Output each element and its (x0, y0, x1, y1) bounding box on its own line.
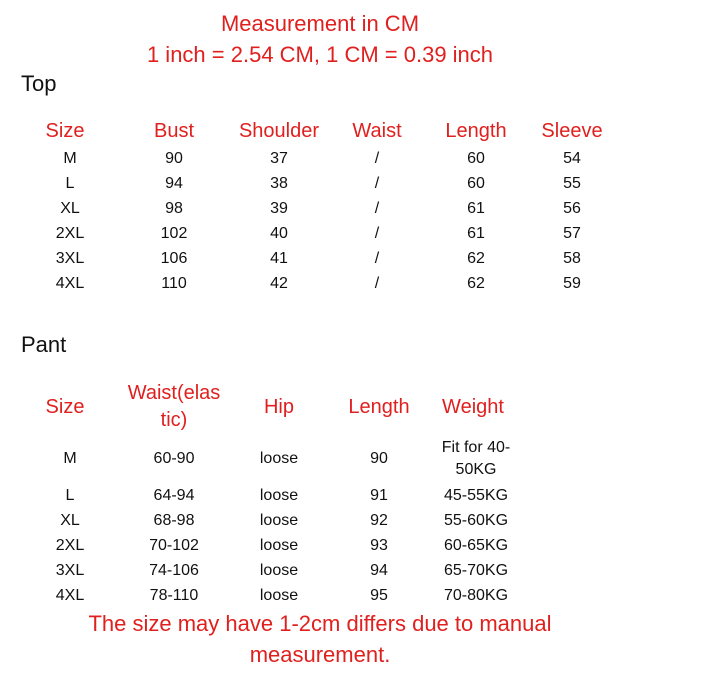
pant-header-hip: Hip (263, 396, 295, 418)
hip-cell: loose (259, 512, 299, 529)
bust-cell: 90 (165, 150, 183, 167)
waist-cell: 74-106 (149, 562, 199, 579)
top-header-length: Length (445, 120, 507, 142)
sleeve-cell: 58 (563, 250, 581, 267)
waist-cell: 78-110 (149, 587, 199, 604)
top-header-bust: Bust (153, 120, 195, 142)
length-cell: 93 (370, 537, 388, 554)
weight-cell-line1: Fit for 40- (441, 439, 511, 456)
shoulder-cell: 39 (270, 200, 288, 217)
hip-cell: loose (259, 537, 299, 554)
pant-header-waist-line2: tic) (160, 409, 188, 431)
sleeve-cell: 56 (563, 200, 581, 217)
sleeve-cell: 59 (563, 275, 581, 292)
top-header-waist: Waist (352, 120, 402, 142)
length-cell: 62 (467, 250, 485, 267)
table-row (0, 508, 705, 533)
table-row (0, 583, 705, 608)
footer-note-line-2: measurement. (249, 642, 391, 667)
title-line-1: Measurement in CM (220, 11, 420, 36)
size-cell: 4XL (55, 275, 85, 292)
waist-cell: / (374, 275, 380, 292)
length-cell: 60 (467, 175, 485, 192)
shoulder-cell: 41 (270, 250, 288, 267)
top-header-size: Size (45, 120, 85, 142)
weight-cell: 45-55KG (443, 487, 509, 504)
table-row (0, 533, 705, 558)
hip-cell: loose (259, 450, 299, 467)
table-row (0, 558, 705, 583)
bust-cell: 98 (165, 200, 183, 217)
bust-cell: 94 (165, 175, 183, 192)
size-cell: M (63, 150, 77, 167)
length-cell: 94 (370, 562, 388, 579)
size-cell: 3XL (55, 250, 85, 267)
top-header-sleeve: Sleeve (541, 120, 603, 142)
pant-header-length: Length (348, 396, 410, 418)
size-cell: L (65, 487, 75, 504)
size-cell: L (65, 175, 75, 192)
table-row (0, 246, 705, 271)
size-cell: 2XL (55, 537, 85, 554)
bust-cell: 102 (160, 225, 188, 242)
hip-cell: loose (259, 587, 299, 604)
pant-header-size: Size (45, 396, 85, 418)
size-cell: XL (60, 200, 80, 217)
table-row (0, 221, 705, 246)
waist-cell: / (374, 225, 380, 242)
table-row (0, 196, 705, 221)
length-cell: 92 (370, 512, 388, 529)
weight-cell: 70-80KG (443, 587, 509, 604)
pant-header-weight: Weight (442, 396, 504, 418)
weight-cell-line2: 50KG (455, 461, 497, 478)
length-cell: 95 (370, 587, 388, 604)
waist-cell: 70-102 (149, 537, 199, 554)
size-cell: XL (60, 512, 80, 529)
waist-cell: 64-94 (153, 487, 195, 504)
table-row (0, 483, 705, 508)
section-top-label: Top (21, 71, 57, 96)
sleeve-cell: 54 (563, 150, 581, 167)
hip-cell: loose (259, 562, 299, 579)
table-row (0, 171, 705, 196)
shoulder-cell: 37 (270, 150, 288, 167)
hip-cell: loose (259, 487, 299, 504)
length-cell: 90 (370, 450, 388, 467)
waist-cell: / (374, 200, 380, 217)
length-cell: 91 (370, 487, 388, 504)
shoulder-cell: 40 (270, 225, 288, 242)
size-cell: 3XL (55, 562, 85, 579)
shoulder-cell: 42 (270, 275, 288, 292)
table-row (0, 146, 705, 171)
title-line-2: 1 inch = 2.54 CM, 1 CM = 0.39 inch (146, 42, 494, 67)
size-cell: 2XL (55, 225, 85, 242)
length-cell: 61 (467, 200, 485, 217)
weight-cell: 60-65KG (443, 537, 509, 554)
weight-cell: 55-60KG (443, 512, 509, 529)
length-cell: 62 (467, 275, 485, 292)
waist-cell: 60-90 (153, 450, 195, 467)
bust-cell: 106 (160, 250, 188, 267)
footer-note-line-1: The size may have 1-2cm differs due to manual (88, 611, 552, 636)
top-header-row (0, 118, 705, 143)
length-cell: 61 (467, 225, 485, 242)
waist-cell: / (374, 175, 380, 192)
waist-cell: / (374, 250, 380, 267)
length-cell: 60 (467, 150, 485, 167)
waist-cell: 68-98 (153, 512, 195, 529)
section-pant-label: Pant (21, 332, 67, 357)
shoulder-cell: 38 (270, 175, 288, 192)
sleeve-cell: 55 (563, 175, 581, 192)
bust-cell: 110 (161, 275, 187, 292)
size-cell: M (63, 450, 77, 467)
waist-cell: / (374, 150, 380, 167)
size-cell: 4XL (55, 587, 85, 604)
sleeve-cell: 57 (563, 225, 581, 242)
weight-cell: 65-70KG (443, 562, 509, 579)
pant-header-waist-line1: Waist(elas (127, 382, 221, 404)
table-row (0, 446, 705, 471)
table-row (0, 271, 705, 296)
top-header-shoulder: Shoulder (238, 120, 320, 142)
